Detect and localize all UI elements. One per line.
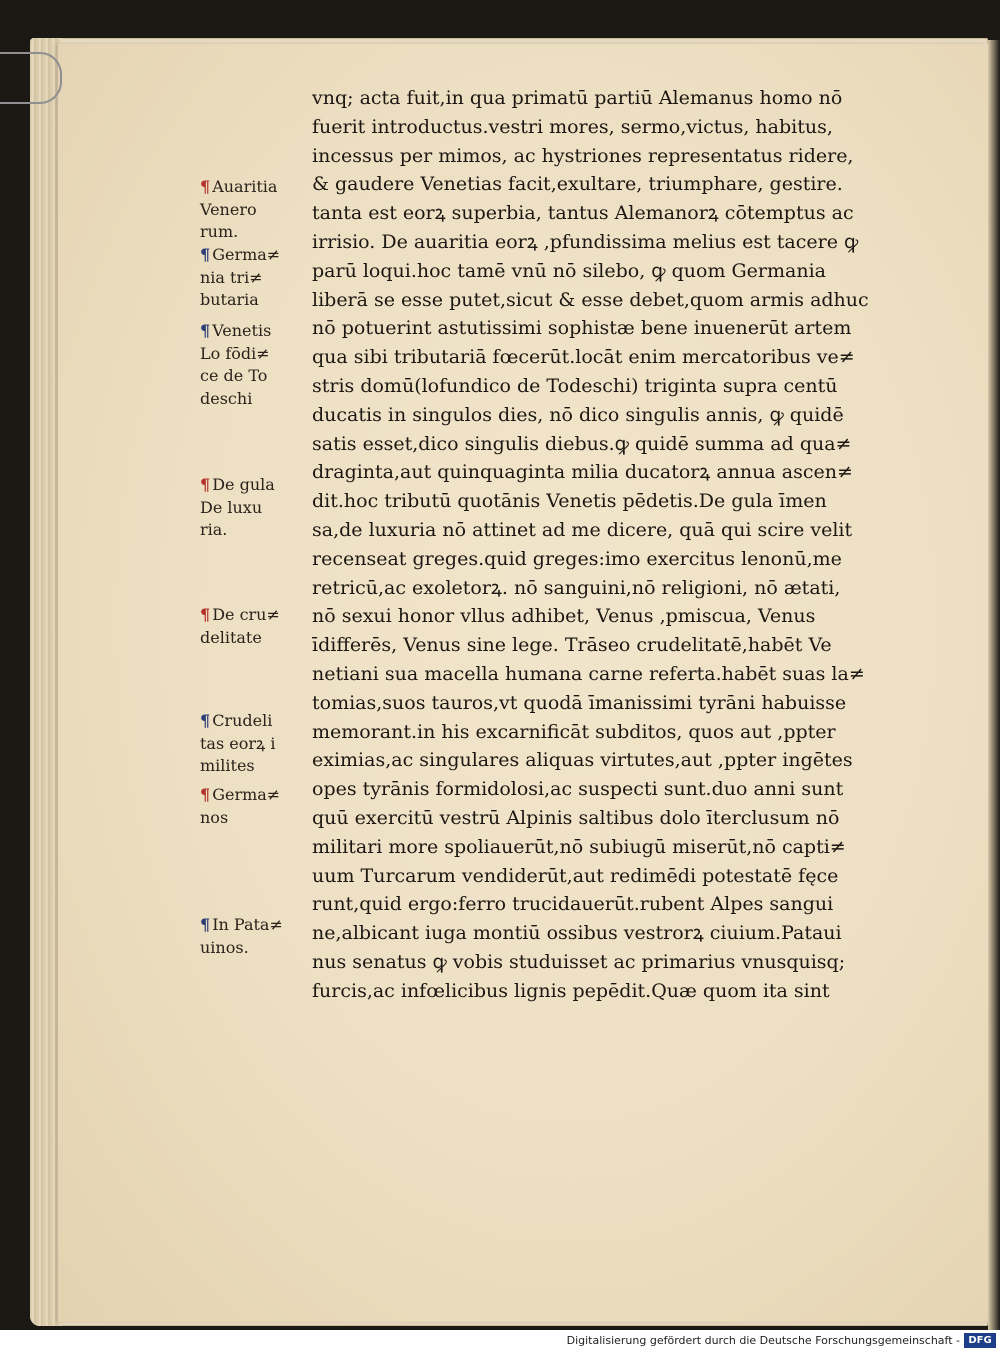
margin-note-line: De cru≠: [212, 605, 280, 624]
pilcrow-icon: ¶: [200, 321, 211, 340]
margin-note-germanos: [200, 784, 308, 829]
margin-note-germania: [200, 244, 308, 312]
text-line: nus senatus ꝙ vobis studuisset ac primarius vnusquisq;: [312, 950, 846, 973]
funding-credit-text: Digitalisierung gefördert durch die Deutsche Forschungsgemeinschaft -: [566, 1334, 960, 1347]
text-line: incessus per mimos, ac hystriones representatus ridere,: [312, 144, 854, 167]
margin-note-line: deschi: [200, 388, 253, 408]
text-line: eximias,ac singulares aliquas virtutes,aut ,ppter ingētes: [312, 749, 853, 772]
margin-note-in-patauinos: [200, 914, 308, 959]
margin-note-venetis: [200, 320, 308, 410]
text-line: satis esset,dico singulis diebus.ꝙ quidē summa ad qua≠: [312, 432, 852, 455]
text-line: nō sexui honor vllus adhibet, Venus ,pmiscua, Venus: [312, 605, 816, 628]
text-line: tanta est eorꝝ superbia, tantus Alemanorꝝ cōtemptus ac: [312, 202, 854, 225]
text-line: dit.hoc tributū quotānis Venetis pēdetis.De gula īmen: [312, 490, 827, 513]
margin-note-line: ce de To: [200, 366, 268, 385]
text-line: nō potuerint astutissimi sophistæ bene inuenerūt artem: [312, 317, 852, 340]
text-line: ne,albicant iuga montiū ossibus vestrorꝝ ciuium.Pataui: [312, 922, 842, 945]
text-line: uum Turcarum vendiderūt,aut redimēdi potestatē fęce: [312, 864, 839, 887]
margin-note-line: tas eorꝝ i: [200, 733, 276, 753]
text-line: sa,de luxuria nō attinet ad me dicere, quā qui scire velit: [312, 518, 853, 541]
dfg-logo: DFG: [964, 1333, 996, 1348]
text-line: quū exercitū vestrū Alpinis saltibus dolo īterclusum nō: [312, 806, 840, 829]
text-line: militari more spoliauerūt,nō subiugū miserūt,nō capti≠: [312, 835, 846, 858]
text-line: ducatis in singulos dies, nō dico singulis annis, ꝙ quidē: [312, 403, 844, 426]
text-line: recenseat greges.quid greges:imo exercitus lenonū,me: [312, 547, 842, 570]
text-line: netiani sua macella humana carne referta.habēt suas la≠: [312, 662, 865, 685]
page-edge-shadow: [988, 40, 1000, 1330]
text-line: furcis,ac infœlicibus lignis pepēdit.Quæ quom ita sint: [312, 979, 830, 1002]
text-line: irrisio. De auaritia eorꝝ ,pfundissima melius est tacere ꝙ: [312, 230, 859, 253]
text-line: stris domū(lofundico de Todeschi) triginta supra centū: [312, 374, 838, 397]
pilcrow-icon: ¶: [200, 245, 211, 264]
text-line: parū loqui.hoc tamē vnū nō silebo, ꝙ quom Germania: [312, 259, 826, 282]
text-line: retricū,ac exoletorꝝ. nō sanguini,nō religioni, nō ætati,: [312, 576, 841, 599]
margin-note-line: Venero: [200, 199, 257, 219]
text-line: vnq; acta fuit,in qua primatū partiū Alemanus homo nō: [312, 87, 843, 109]
text-line: fuerit introductus.vestri mores, sermo,victus, habitus,: [312, 115, 833, 138]
funding-footer: [0, 1330, 1000, 1352]
margin-note-line: nia tri≠: [200, 267, 263, 287]
text-line: runt,quid ergo:ferro trucidauerūt.rubent Alpes sangui: [312, 893, 834, 916]
margin-note-line: Germa≠: [212, 785, 281, 804]
margin-note-line: De gula: [212, 475, 275, 494]
text-line: memorant.in his excarnificāt subditos, quos aut ,ppter: [312, 720, 836, 743]
pilcrow-icon: ¶: [200, 915, 211, 934]
text-line: opes tyrānis formidolosi,ac suspecti sunt.duo anni sunt: [312, 778, 844, 801]
text-line: liberā se esse putet,sicut & esse debet,quom armis adhuc: [312, 288, 869, 311]
pilcrow-icon: ¶: [200, 605, 211, 624]
margin-note-de-gula: [200, 474, 308, 542]
margin-note-line: delitate: [200, 627, 262, 647]
pilcrow-icon: ¶: [200, 177, 211, 196]
margin-note-line: butaria: [200, 290, 259, 309]
margin-note-de-crudelitate: [200, 604, 308, 649]
margin-note-line: In Pata≠: [212, 915, 283, 934]
margin-note-line: nos: [200, 807, 229, 827]
text-line: & gaudere Venetias facit,exultare, triumphare, gestire.: [312, 173, 843, 196]
margin-note-line: uinos.: [200, 937, 249, 957]
pilcrow-icon: ¶: [200, 475, 211, 494]
paper-clip: [0, 52, 62, 104]
pilcrow-icon: ¶: [200, 785, 211, 804]
pilcrow-icon: ¶: [200, 711, 211, 730]
text-line: tomias,suos tauros,vt quodā īmanissimi tyrāni habuisse: [312, 691, 847, 714]
margin-note-line: Auaritia: [212, 177, 278, 196]
margin-note-line: Crudeli: [212, 711, 273, 730]
margin-note-line: ria.: [200, 520, 228, 539]
margin-note-crudelitas: [200, 710, 308, 778]
margin-note-line: Germa≠: [212, 245, 281, 264]
margin-note-line: rum.: [200, 222, 239, 241]
margin-note-line: Venetis: [212, 321, 272, 340]
text-line: qua sibi tributariā fœcerūt.locāt enim mercatoribus ve≠: [312, 346, 855, 369]
margin-note-line: milites: [200, 756, 255, 775]
margin-note-line: Lo fōdi≠: [200, 343, 270, 363]
text-line: draginta,aut quinquaginta milia ducatorꝝ annua ascen≠: [312, 461, 853, 484]
margin-note-line: De luxu: [200, 497, 263, 517]
margin-note-auaritia: [200, 176, 308, 244]
main-text-block: [312, 84, 924, 1006]
text-line: īdifferēs, Venus sine lege. Trāseo crudelitatē,habēt Ve: [312, 634, 832, 657]
